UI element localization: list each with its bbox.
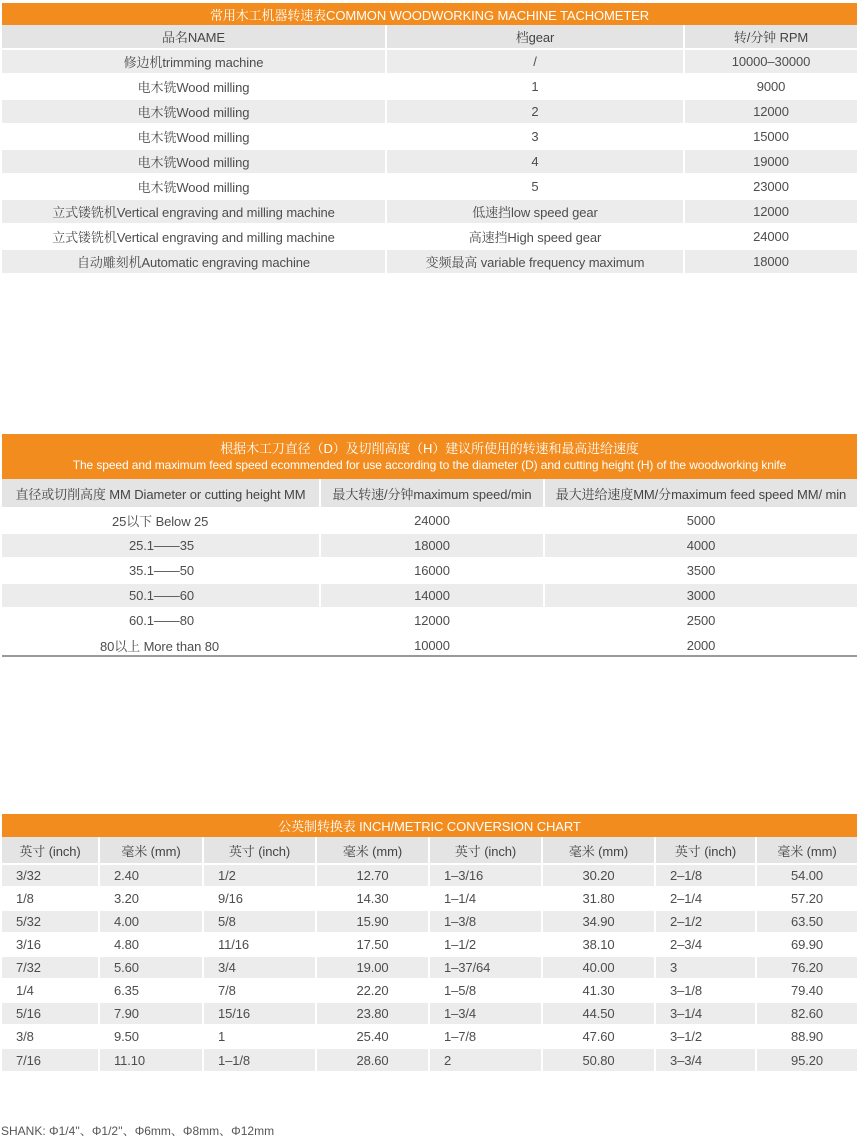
table-row [2, 49, 857, 74]
table-row [2, 558, 857, 583]
table-cell: 63.50 [756, 910, 857, 933]
table-cell: 80以上 More than 80 [2, 633, 320, 657]
table-cell: 31.80 [542, 887, 655, 910]
table-cell: 25.1——35 [2, 533, 320, 558]
table-cell: 5 [386, 174, 684, 199]
table-header-row [2, 837, 857, 864]
table-cell: 2–1/8 [655, 864, 756, 887]
table-cell: 2000 [544, 633, 857, 657]
table-cell: 4000 [544, 533, 857, 558]
table-cell: 17.50 [316, 933, 429, 956]
table-cell: 电木铣Wood milling [2, 174, 386, 199]
table-cell: 3000 [544, 583, 857, 608]
table-cell: 22.20 [316, 979, 429, 1002]
table-cell: 3/32 [2, 864, 99, 887]
table-bottom-rule [2, 655, 857, 657]
speed-table-title [2, 434, 857, 479]
table-cell: 95.20 [756, 1048, 857, 1071]
table-row [2, 124, 857, 149]
table-cell: 2–1/4 [655, 887, 756, 910]
table-cell: 79.40 [756, 979, 857, 1002]
table-cell: 47.60 [542, 1025, 655, 1048]
table-cell: 9000 [684, 74, 857, 99]
table-cell: 2.40 [99, 864, 203, 887]
table-cell: 1–5/8 [429, 979, 542, 1002]
header-cell: 英寸 (inch) [429, 837, 542, 864]
table-row [2, 608, 857, 633]
table-cell: 1/4 [2, 979, 99, 1002]
table-cell: 82.60 [756, 1002, 857, 1025]
table-row [2, 99, 857, 124]
table-cell: 19000 [684, 149, 857, 174]
header-cell: 英寸 (inch) [655, 837, 756, 864]
header-cell: 转/分钟 RPM [684, 25, 857, 49]
table-cell: 4.00 [99, 910, 203, 933]
table-row [2, 887, 857, 910]
table-row [2, 1002, 857, 1025]
header-cell: 品名NAME [2, 25, 386, 49]
table-cell: 1–1/2 [429, 933, 542, 956]
speed-table-title-en: The speed and maximum feed speed ecommended for use according to the diameter (D) and cutting height (H) of the woodworking knife [72, 457, 787, 472]
table-cell: 10000 [320, 633, 544, 657]
table-title-row [2, 3, 857, 25]
table-cell: 1–3/16 [429, 864, 542, 887]
table-cell: 变频最高 variable frequency maximum [386, 249, 684, 273]
header-cell: 英寸 (inch) [2, 837, 99, 864]
table-cell: 高速挡High speed gear [386, 224, 684, 249]
table-header-row [2, 479, 857, 508]
table-row [2, 199, 857, 224]
table-cell: 25.40 [316, 1025, 429, 1048]
table-cell: 3–1/2 [655, 1025, 756, 1048]
table-cell: 3–1/4 [655, 1002, 756, 1025]
table-row [2, 1048, 857, 1071]
table-cell: 1–3/4 [429, 1002, 542, 1025]
table-cell: 12000 [684, 199, 857, 224]
table-cell: 立式镂铣机Vertical engraving and milling machine [2, 224, 386, 249]
table-row [2, 956, 857, 979]
table-row [2, 174, 857, 199]
table-title-row [2, 814, 857, 837]
table-cell: 5/16 [2, 1002, 99, 1025]
table-cell: 3 [655, 956, 756, 979]
conversion-title: 公英制转换表 INCH/METRIC CONVERSION CHART [2, 814, 857, 837]
table-cell: 1–3/8 [429, 910, 542, 933]
table-row [2, 533, 857, 558]
table-row [2, 910, 857, 933]
table-cell: 35.1——50 [2, 558, 320, 583]
tachometer-title: 常用木工机器转速表COMMON WOODWORKING MACHINE TACHOMETER [2, 3, 857, 25]
table-cell: 2–1/2 [655, 910, 756, 933]
table-cell: 自动雕刻机Automatic engraving machine [2, 249, 386, 273]
table-header-row [2, 25, 857, 49]
table-cell: 电木铣Wood milling [2, 99, 386, 124]
table-cell: 16000 [320, 558, 544, 583]
table-cell: 1–7/8 [429, 1025, 542, 1048]
table-cell: 2500 [544, 608, 857, 633]
table-cell: 5/8 [203, 910, 316, 933]
header-cell: 毫米 (mm) [542, 837, 655, 864]
table-cell: 3/8 [2, 1025, 99, 1048]
table-cell: 57.20 [756, 887, 857, 910]
table-cell: 76.20 [756, 956, 857, 979]
table-row [2, 149, 857, 174]
table-cell: 1/8 [2, 887, 99, 910]
table-cell: 28.60 [316, 1048, 429, 1071]
table-cell: 低速挡low speed gear [386, 199, 684, 224]
table-cell: 3/16 [2, 933, 99, 956]
table-cell: 50.1——60 [2, 583, 320, 608]
table-row [2, 633, 857, 657]
table-cell: 2 [386, 99, 684, 124]
header-cell: 档gear [386, 25, 684, 49]
table-cell: 15.90 [316, 910, 429, 933]
table-cell: 23.80 [316, 1002, 429, 1025]
table-cell: 15000 [684, 124, 857, 149]
table-cell: 88.90 [756, 1025, 857, 1048]
table-cell: 4 [386, 149, 684, 174]
header-cell: 英寸 (inch) [203, 837, 316, 864]
table-cell: 1–1/4 [429, 887, 542, 910]
table-cell: 11/16 [203, 933, 316, 956]
table-cell: 19.00 [316, 956, 429, 979]
header-cell: 最大转速/分钟maximum speed/min [320, 479, 544, 508]
table-cell: 12000 [684, 99, 857, 124]
table-row [2, 933, 857, 956]
table-cell: 3–1/8 [655, 979, 756, 1002]
table-cell: 25以下 Below 25 [2, 508, 320, 533]
table-cell: 7.90 [99, 1002, 203, 1025]
table-cell: 5/32 [2, 910, 99, 933]
speed-feed-table [2, 434, 857, 657]
speed-table-title-cn: 根据木工刀直径（D）及切削高度（H）建议所使用的转速和最高进给速度 [220, 440, 639, 456]
table-cell: 9.50 [99, 1025, 203, 1048]
table-cell: 69.90 [756, 933, 857, 956]
table-cell: 电木铣Wood milling [2, 124, 386, 149]
table-cell: 18000 [684, 249, 857, 273]
table-cell: 60.1——80 [2, 608, 320, 633]
table-cell: 修边机trimming machine [2, 49, 386, 74]
table-cell: 1 [386, 74, 684, 99]
header-cell: 毫米 (mm) [316, 837, 429, 864]
table-cell: 34.90 [542, 910, 655, 933]
table-cell: 2–3/4 [655, 933, 756, 956]
table-cell: 3–3/4 [655, 1048, 756, 1071]
table-cell: 2 [429, 1048, 542, 1071]
table-row [2, 979, 857, 1002]
table-cell: 电木铣Wood milling [2, 149, 386, 174]
table-cell: 14.30 [316, 887, 429, 910]
table-cell: 38.10 [542, 933, 655, 956]
table-cell: 3/4 [203, 956, 316, 979]
table-cell: 11.10 [99, 1048, 203, 1071]
table-cell: 3500 [544, 558, 857, 583]
tachometer-table [2, 3, 857, 273]
table-row [2, 1025, 857, 1048]
table-cell: 7/16 [2, 1048, 99, 1071]
header-cell: 最大进给速度MM/分maximum feed speed MM/ min [544, 479, 857, 508]
table-cell: 7/8 [203, 979, 316, 1002]
table-cell: 5.60 [99, 956, 203, 979]
conversion-table [2, 814, 857, 1071]
table-cell: 1–37/64 [429, 956, 542, 979]
table-cell: 1 [203, 1025, 316, 1048]
table-cell: 12.70 [316, 864, 429, 887]
table-cell: 10000–30000 [684, 49, 857, 74]
table-cell: 6.35 [99, 979, 203, 1002]
table-cell: 立式镂铣机Vertical engraving and milling machine [2, 199, 386, 224]
table-row [2, 224, 857, 249]
table-cell: 24000 [684, 224, 857, 249]
table-cell: 14000 [320, 583, 544, 608]
table-cell: 1–1/8 [203, 1048, 316, 1071]
shank-note: SHANK: Φ1/4''、Φ1/2''、Φ6mm、Φ8mm、Φ12mm [1, 1124, 275, 1138]
table-cell: 4.80 [99, 933, 203, 956]
table-row [2, 864, 857, 887]
table-cell: 23000 [684, 174, 857, 199]
table-cell: 电木铣Wood milling [2, 74, 386, 99]
table-cell: 15/16 [203, 1002, 316, 1025]
table-cell: 9/16 [203, 887, 316, 910]
table-cell: / [386, 49, 684, 74]
table-cell: 41.30 [542, 979, 655, 1002]
table-row [2, 508, 857, 533]
table-cell: 7/32 [2, 956, 99, 979]
table-cell: 40.00 [542, 956, 655, 979]
header-cell: 毫米 (mm) [99, 837, 203, 864]
table-cell: 30.20 [542, 864, 655, 887]
table-cell: 3 [386, 124, 684, 149]
table-row [2, 74, 857, 99]
table-row [2, 583, 857, 608]
table-cell: 24000 [320, 508, 544, 533]
header-cell: 直径或切削高度 MM Diameter or cutting height MM [2, 479, 320, 508]
table-cell: 44.50 [542, 1002, 655, 1025]
table-cell: 3.20 [99, 887, 203, 910]
table-cell: 18000 [320, 533, 544, 558]
table-cell: 5000 [544, 508, 857, 533]
table-cell: 54.00 [756, 864, 857, 887]
table-cell: 12000 [320, 608, 544, 633]
table-cell: 50.80 [542, 1048, 655, 1071]
header-cell: 毫米 (mm) [756, 837, 857, 864]
table-cell: 1/2 [203, 864, 316, 887]
table-title-row [2, 434, 857, 479]
table-row [2, 249, 857, 273]
